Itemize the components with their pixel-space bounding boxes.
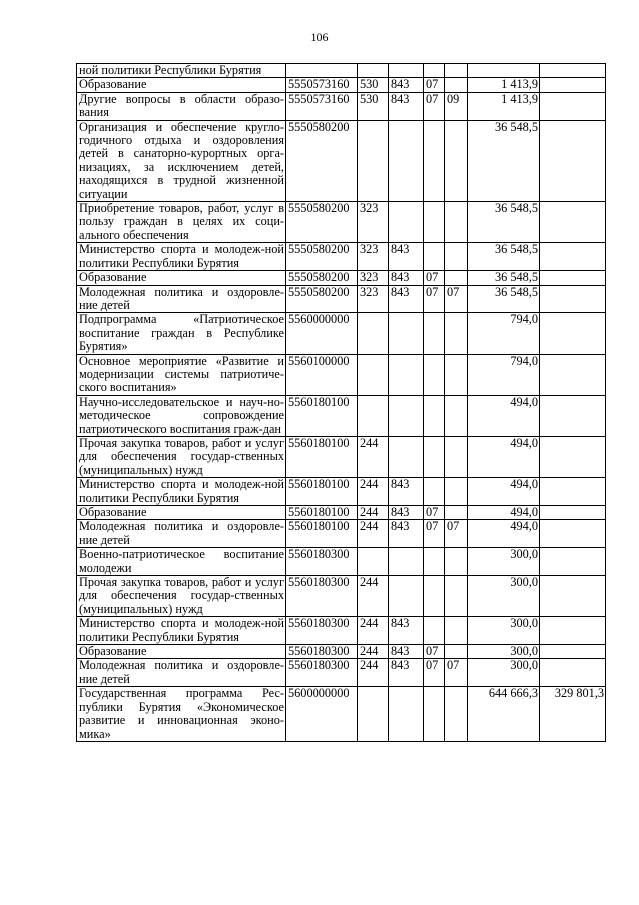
ministry-code-cell: 843	[389, 617, 424, 645]
section-code-cell	[424, 617, 445, 645]
expense-type-code-cell: 323	[358, 202, 389, 243]
row-name-cell: Приобретение товаров, работ, услуг в пользу граждан в целях их соци-ального обеспечения	[77, 202, 286, 243]
expense-type-code-cell	[358, 313, 389, 354]
table-row	[77, 617, 606, 645]
target-article-code-cell	[286, 64, 358, 78]
amount-year-2-cell	[540, 478, 606, 506]
amount-year-2-cell	[540, 78, 606, 92]
table-row	[77, 520, 606, 548]
page-number: 106	[310, 30, 329, 44]
target-article-code-cell: 5560180300	[286, 548, 358, 576]
amount-year-2-cell	[540, 92, 606, 120]
section-code-cell	[424, 478, 445, 506]
expense-type-code-cell: 244	[358, 436, 389, 477]
ministry-code-cell: 843	[389, 478, 424, 506]
amount-year-1-cell: 36 548,5	[468, 285, 540, 313]
amount-year-1-cell: 300,0	[468, 645, 540, 659]
subsection-code-cell	[445, 202, 468, 243]
target-article-code-cell: 5560180100	[286, 478, 358, 506]
subsection-code-cell	[445, 617, 468, 645]
table-row	[77, 64, 606, 78]
subsection-code-cell	[445, 313, 468, 354]
ministry-code-cell: 843	[389, 506, 424, 520]
ministry-code-cell: 843	[389, 271, 424, 285]
ministry-code-cell: 843	[389, 645, 424, 659]
amount-year-2-cell	[540, 506, 606, 520]
amount-year-1-cell: 36 548,5	[468, 271, 540, 285]
subsection-code-cell	[445, 64, 468, 78]
amount-year-1-cell: 494,0	[468, 478, 540, 506]
expense-type-code-cell: 323	[358, 271, 389, 285]
ministry-code-cell: 843	[389, 243, 424, 271]
subsection-code-cell: 07	[445, 520, 468, 548]
target-article-code-cell: 5560180100	[286, 436, 358, 477]
ministry-code-cell	[389, 202, 424, 243]
row-name-cell: Прочая закупка товаров, работ и услуг для обеспечения государ-ственных (муниципальных) нужд	[77, 576, 286, 617]
ministry-code-cell: 843	[389, 520, 424, 548]
subsection-code-cell	[445, 354, 468, 395]
amount-year-2-cell	[540, 313, 606, 354]
expense-type-code-cell	[358, 548, 389, 576]
amount-year-1-cell: 644 666,3	[468, 687, 540, 742]
section-code-cell: 07	[424, 271, 445, 285]
section-code-cell: 07	[424, 506, 445, 520]
section-code-cell	[424, 120, 445, 201]
row-name-cell: Молодежная политика и оздоровле-ние детей	[77, 285, 286, 313]
section-code-cell: 07	[424, 78, 445, 92]
amount-year-1-cell: 36 548,5	[468, 202, 540, 243]
budget-table	[76, 63, 606, 742]
amount-year-1-cell: 494,0	[468, 520, 540, 548]
table-row	[77, 202, 606, 243]
amount-year-2-cell	[540, 395, 606, 436]
amount-year-1-cell: 1 413,9	[468, 78, 540, 92]
ministry-code-cell	[389, 354, 424, 395]
ministry-code-cell: 843	[389, 92, 424, 120]
row-name-cell: Министерство спорта и молодеж-ной политики Республики Бурятия	[77, 478, 286, 506]
subsection-code-cell	[445, 436, 468, 477]
table-row	[77, 243, 606, 271]
section-code-cell	[424, 436, 445, 477]
subsection-code-cell: 07	[445, 285, 468, 313]
section-code-cell: 07	[424, 659, 445, 687]
expense-type-code-cell: 530	[358, 78, 389, 92]
table-row	[77, 576, 606, 617]
subsection-code-cell: 07	[445, 659, 468, 687]
row-name-cell: Молодежная политика и оздоровле-ние детей	[77, 520, 286, 548]
row-name-cell: Основное мероприятие «Развитие и модернизации системы патриотиче-ского воспитания»	[77, 354, 286, 395]
amount-year-2-cell	[540, 271, 606, 285]
section-code-cell: 07	[424, 520, 445, 548]
ministry-code-cell	[389, 313, 424, 354]
section-code-cell	[424, 354, 445, 395]
expense-type-code-cell: 244	[358, 617, 389, 645]
amount-year-1-cell: 494,0	[468, 506, 540, 520]
section-code-cell	[424, 313, 445, 354]
amount-year-1-cell: 300,0	[468, 576, 540, 617]
table-row	[77, 92, 606, 120]
section-code-cell	[424, 395, 445, 436]
target-article-code-cell: 5550580200	[286, 285, 358, 313]
section-code-cell	[424, 576, 445, 617]
ministry-code-cell	[389, 548, 424, 576]
section-code-cell	[424, 687, 445, 742]
row-name-cell: Другие вопросы в области образо-вания	[77, 92, 286, 120]
expense-type-code-cell: 244	[358, 478, 389, 506]
table-row	[77, 478, 606, 506]
expense-type-code-cell: 244	[358, 645, 389, 659]
target-article-code-cell: 5560180100	[286, 520, 358, 548]
amount-year-1-cell: 794,0	[468, 313, 540, 354]
ministry-code-cell	[389, 687, 424, 742]
target-article-code-cell: 5550573160	[286, 92, 358, 120]
amount-year-2-cell	[540, 645, 606, 659]
amount-year-1-cell: 300,0	[468, 548, 540, 576]
subsection-code-cell	[445, 687, 468, 742]
expense-type-code-cell: 323	[358, 243, 389, 271]
target-article-code-cell: 5560180100	[286, 395, 358, 436]
table-row	[77, 271, 606, 285]
table-row	[77, 548, 606, 576]
amount-year-2-cell	[540, 64, 606, 78]
target-article-code-cell: 5550580200	[286, 120, 358, 201]
table-row	[77, 120, 606, 201]
amount-year-1-cell: 794,0	[468, 354, 540, 395]
table-row	[77, 354, 606, 395]
subsection-code-cell	[445, 645, 468, 659]
subsection-code-cell: 09	[445, 92, 468, 120]
row-name-cell: Военно-патриотическое воспитание молодежи	[77, 548, 286, 576]
table-row	[77, 687, 606, 742]
amount-year-2-cell	[540, 520, 606, 548]
target-article-code-cell: 5550580200	[286, 271, 358, 285]
subsection-code-cell	[445, 78, 468, 92]
table-row	[77, 659, 606, 687]
row-name-cell: Молодежная политика и оздоровле-ние детей	[77, 659, 286, 687]
target-article-code-cell: 5560180300	[286, 617, 358, 645]
section-code-cell	[424, 202, 445, 243]
section-code-cell	[424, 64, 445, 78]
section-code-cell: 07	[424, 645, 445, 659]
amount-year-2-cell	[540, 120, 606, 201]
subsection-code-cell	[445, 478, 468, 506]
table-row	[77, 395, 606, 436]
budget-table-body	[77, 64, 606, 742]
ministry-code-cell	[389, 120, 424, 201]
row-name-cell: Министерство спорта и молодеж-ной политики Республики Бурятия	[77, 617, 286, 645]
amount-year-1-cell: 494,0	[468, 436, 540, 477]
amount-year-2-cell	[540, 576, 606, 617]
ministry-code-cell	[389, 436, 424, 477]
amount-year-2-cell	[540, 202, 606, 243]
target-article-code-cell: 5550573160	[286, 78, 358, 92]
ministry-code-cell	[389, 576, 424, 617]
target-article-code-cell: 5600000000	[286, 687, 358, 742]
expense-type-code-cell	[358, 64, 389, 78]
amount-year-1-cell	[468, 64, 540, 78]
table-row	[77, 285, 606, 313]
target-article-code-cell: 5560180300	[286, 645, 358, 659]
row-name-cell: Образование	[77, 271, 286, 285]
amount-year-1-cell: 1 413,9	[468, 92, 540, 120]
row-name-cell: Образование	[77, 645, 286, 659]
amount-year-2-cell	[540, 436, 606, 477]
subsection-code-cell	[445, 243, 468, 271]
subsection-code-cell	[445, 395, 468, 436]
amount-year-2-cell	[540, 659, 606, 687]
table-row	[77, 436, 606, 477]
amount-year-1-cell: 300,0	[468, 617, 540, 645]
ministry-code-cell	[389, 64, 424, 78]
section-code-cell	[424, 548, 445, 576]
row-name-cell: Образование	[77, 78, 286, 92]
expense-type-code-cell	[358, 120, 389, 201]
subsection-code-cell	[445, 576, 468, 617]
amount-year-2-cell: 329 801,3	[540, 687, 606, 742]
target-article-code-cell: 5560180100	[286, 506, 358, 520]
subsection-code-cell	[445, 548, 468, 576]
row-name-cell: Государственная программа Рес-публики Бурятия «Экономическое развитие и инновационная эконо-мика»	[77, 687, 286, 742]
expense-type-code-cell: 244	[358, 506, 389, 520]
expense-type-code-cell: 530	[358, 92, 389, 120]
ministry-code-cell: 843	[389, 659, 424, 687]
target-article-code-cell: 5560180300	[286, 576, 358, 617]
amount-year-2-cell	[540, 285, 606, 313]
subsection-code-cell	[445, 271, 468, 285]
subsection-code-cell	[445, 120, 468, 201]
target-article-code-cell: 5560000000	[286, 313, 358, 354]
row-name-cell: Образование	[77, 506, 286, 520]
row-name-cell: Организация и обеспечение кругло-годичного отдыха и оздоровления детей в санаторно-курортных орга-низациях, за исключением детей, находящихся в трудной жизненной ситуации	[77, 120, 286, 201]
expense-type-code-cell	[358, 354, 389, 395]
amount-year-2-cell	[540, 548, 606, 576]
row-name-cell: Подпрограмма «Патриотическое воспитание граждан в Республике Бурятия»	[77, 313, 286, 354]
section-code-cell	[424, 243, 445, 271]
subsection-code-cell	[445, 506, 468, 520]
target-article-code-cell: 5560100000	[286, 354, 358, 395]
table-row	[77, 78, 606, 92]
target-article-code-cell: 5550580200	[286, 202, 358, 243]
section-code-cell: 07	[424, 92, 445, 120]
table-row	[77, 506, 606, 520]
row-name-cell: Министерство спорта и молодеж-ной политики Республики Бурятия	[77, 243, 286, 271]
ministry-code-cell: 843	[389, 78, 424, 92]
amount-year-1-cell: 36 548,5	[468, 243, 540, 271]
section-code-cell: 07	[424, 285, 445, 313]
amount-year-2-cell	[540, 354, 606, 395]
row-name-cell: Прочая закупка товаров, работ и услуг для обеспечения государ-ственных (муниципальных) нужд	[77, 436, 286, 477]
amount-year-2-cell	[540, 243, 606, 271]
expense-type-code-cell: 244	[358, 659, 389, 687]
table-row	[77, 645, 606, 659]
table-row	[77, 313, 606, 354]
expense-type-code-cell	[358, 687, 389, 742]
expense-type-code-cell	[358, 395, 389, 436]
expense-type-code-cell: 244	[358, 576, 389, 617]
target-article-code-cell: 5560180300	[286, 659, 358, 687]
amount-year-1-cell: 494,0	[468, 395, 540, 436]
amount-year-1-cell: 36 548,5	[468, 120, 540, 201]
row-name-cell: ной политики Республики Бурятия	[77, 64, 286, 78]
ministry-code-cell	[389, 395, 424, 436]
expense-type-code-cell: 323	[358, 285, 389, 313]
target-article-code-cell: 5550580200	[286, 243, 358, 271]
row-name-cell: Научно-исследовательское и науч-но-методическое сопровождение патриотического воспитания граж-дан	[77, 395, 286, 436]
ministry-code-cell: 843	[389, 285, 424, 313]
amount-year-1-cell: 300,0	[468, 659, 540, 687]
expense-type-code-cell: 244	[358, 520, 389, 548]
amount-year-2-cell	[540, 617, 606, 645]
